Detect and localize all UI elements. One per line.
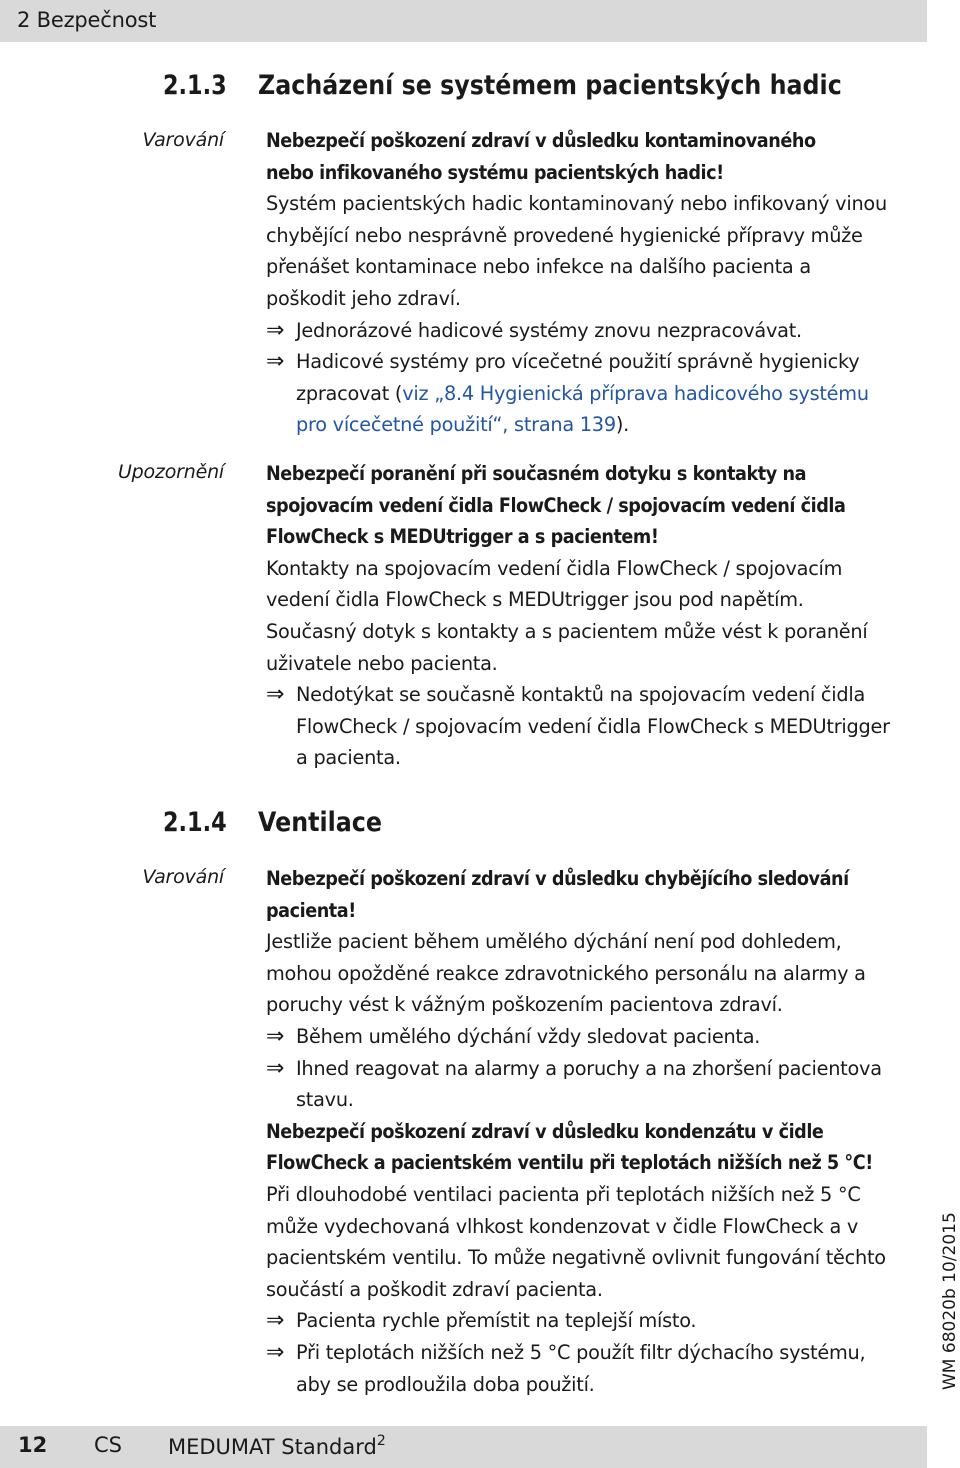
- body-text-line: Současný dotyk s kontakty a s pacientem může vést k poranění: [266, 619, 868, 643]
- arrow-right-double-icon: ⇒: [266, 682, 285, 708]
- body-text-line: poškodit jeho zdraví.: [266, 286, 461, 310]
- body-text-line: může vydechovaná vlhkost kondenzovat v čidle FlowCheck a v: [266, 1214, 859, 1238]
- body-text-line: Při dlouhodobé ventilaci pacienta při teplotách nižších než 5 °C: [266, 1182, 861, 1206]
- arrow-right-double-icon: ⇒: [266, 1339, 285, 1365]
- running-header: 2 Bezpečnost: [17, 8, 157, 32]
- body-text-line: mohou opožděné reakce zdravotnického personálu na alarmy a: [266, 961, 866, 985]
- body-text-line: Kontakty na spojovacím vedení čidla FlowCheck / spojovacím: [266, 556, 843, 580]
- body-text-line: vedení čidla FlowCheck s MEDUtrigger jsou pod napětím.: [266, 588, 804, 612]
- arrow-right-double-icon: ⇒: [266, 1308, 285, 1334]
- cross-reference-link[interactable]: pro vícečetné použití“, strana 139: [296, 413, 616, 437]
- instruction-text: Hadicové systémy pro vícečetné použití správně hygienicky: [296, 350, 860, 374]
- body-text-line: poruchy vést k vážným poškozením pacientova zdraví.: [266, 993, 783, 1017]
- body-text-line: součástí a poškodit zdraví pacienta.: [266, 1277, 603, 1301]
- section-number: 2.1.3: [163, 70, 227, 101]
- instruction-item: [266, 1021, 926, 1053]
- instruction-item: [266, 346, 926, 378]
- body-text-line: uživatele nebo pacienta.: [266, 651, 498, 675]
- instruction-continuation-line: aby se prodloužila doba použití.: [296, 1372, 595, 1396]
- document-code: WM 68020b 10/2015: [940, 1212, 960, 1390]
- warning-label: Varování: [142, 129, 224, 151]
- instruction-continuation-line: a pacienta.: [296, 746, 401, 770]
- cross-reference-link[interactable]: viz „8.4 Hygienická příprava hadicového systému: [402, 381, 869, 405]
- instruction-text: Pacienta rychle přemístit na teplejší místo.: [296, 1309, 697, 1333]
- instruction-continuation-line: stavu.: [296, 1088, 354, 1112]
- instruction-item: [266, 1337, 926, 1369]
- section-title: Ventilace: [258, 807, 382, 838]
- body-text-line: chybějící nebo nesprávně provedené hygienické přípravy může: [266, 223, 863, 247]
- warning-block: [266, 125, 926, 441]
- cross-reference-line: [266, 409, 926, 441]
- instruction-text: Při teplotách nižších než 5 °C použít filtr dýchacího systému,: [296, 1340, 866, 1364]
- instruction-text: Během umělého dýchání vždy sledovat pacienta.: [296, 1024, 761, 1048]
- caution-label: Upozornění: [117, 461, 224, 483]
- section-title: Zacházení se systémem pacientských hadic: [258, 70, 842, 101]
- instruction-text: Jednorázové hadicové systémy znovu nezpracovávat.: [296, 318, 802, 342]
- body-text-line: pacientském ventilu. To může negativně ovlivnit fungování těchto: [266, 1246, 886, 1270]
- language-code: CS: [94, 1433, 122, 1457]
- warning-heading-line: Nebezpečí poškození zdraví v důsledku chybějícího sledování: [266, 867, 849, 890]
- instruction-item: [266, 1053, 926, 1085]
- warning-label: Varování: [142, 866, 224, 888]
- instruction-item: [266, 1305, 926, 1337]
- arrow-right-double-icon: ⇒: [266, 1023, 285, 1049]
- warning-heading-line: Nebezpečí poškození zdraví v důsledku kontaminovaného: [266, 129, 816, 152]
- arrow-right-double-icon: ⇒: [266, 1055, 285, 1081]
- instruction-item: [266, 315, 926, 347]
- cross-reference-suffix: ).: [615, 413, 630, 437]
- body-text-line: Jestliže pacient během umělého dýchání není pod dohledem,: [266, 930, 842, 954]
- arrow-right-double-icon: ⇒: [266, 317, 285, 343]
- product-name-text: MEDUMAT Standard: [168, 1435, 377, 1459]
- footer-bar: [0, 1426, 927, 1468]
- cross-reference-line: [266, 378, 926, 410]
- body-text-line: Systém pacientských hadic kontaminovaný nebo infikovaný vinou: [266, 192, 887, 216]
- warning-heading-line: nebo infikovaného systému pacientských hadic!: [266, 160, 724, 184]
- product-name: [168, 1433, 386, 1459]
- warning-heading-line: Nebezpečí poranění při současném dotyku s kontakty na: [266, 462, 807, 485]
- warning-heading-line: FlowCheck a pacientském ventilu při teplotách nižších než 5 °C!: [266, 1151, 873, 1175]
- arrow-right-double-icon: ⇒: [266, 349, 285, 375]
- page-number: 12: [18, 1433, 48, 1457]
- warning-block: [266, 863, 926, 1400]
- body-text-line: přenášet kontaminace nebo infekce na dalšího pacienta a: [266, 255, 811, 279]
- cross-reference-prefix: zpracovat (: [296, 381, 403, 405]
- instruction-text: Ihned reagovat na alarmy a poruchy a na zhoršení pacientova: [296, 1056, 882, 1080]
- section-number: 2.1.4: [163, 807, 227, 838]
- product-superscript: 2: [376, 1433, 386, 1449]
- warning-heading-line: Nebezpečí poškození zdraví v důsledku kondenzátu v čidle: [266, 1119, 824, 1143]
- instruction-text: Nedotýkat se současně kontaktů na spojovacím vedení čidla: [296, 683, 866, 707]
- instruction-item: [266, 679, 926, 711]
- warning-heading-line: spojovacím vedení čidla FlowCheck / spojovacím vedení čidla: [266, 493, 846, 517]
- warning-heading-line: FlowCheck s MEDUtrigger a s pacientem!: [266, 525, 659, 549]
- instruction-continuation-line: FlowCheck / spojovacím vedení čidla FlowCheck s MEDUtrigger: [296, 714, 890, 738]
- warning-heading-line: pacienta!: [266, 898, 356, 922]
- caution-block: [266, 458, 926, 774]
